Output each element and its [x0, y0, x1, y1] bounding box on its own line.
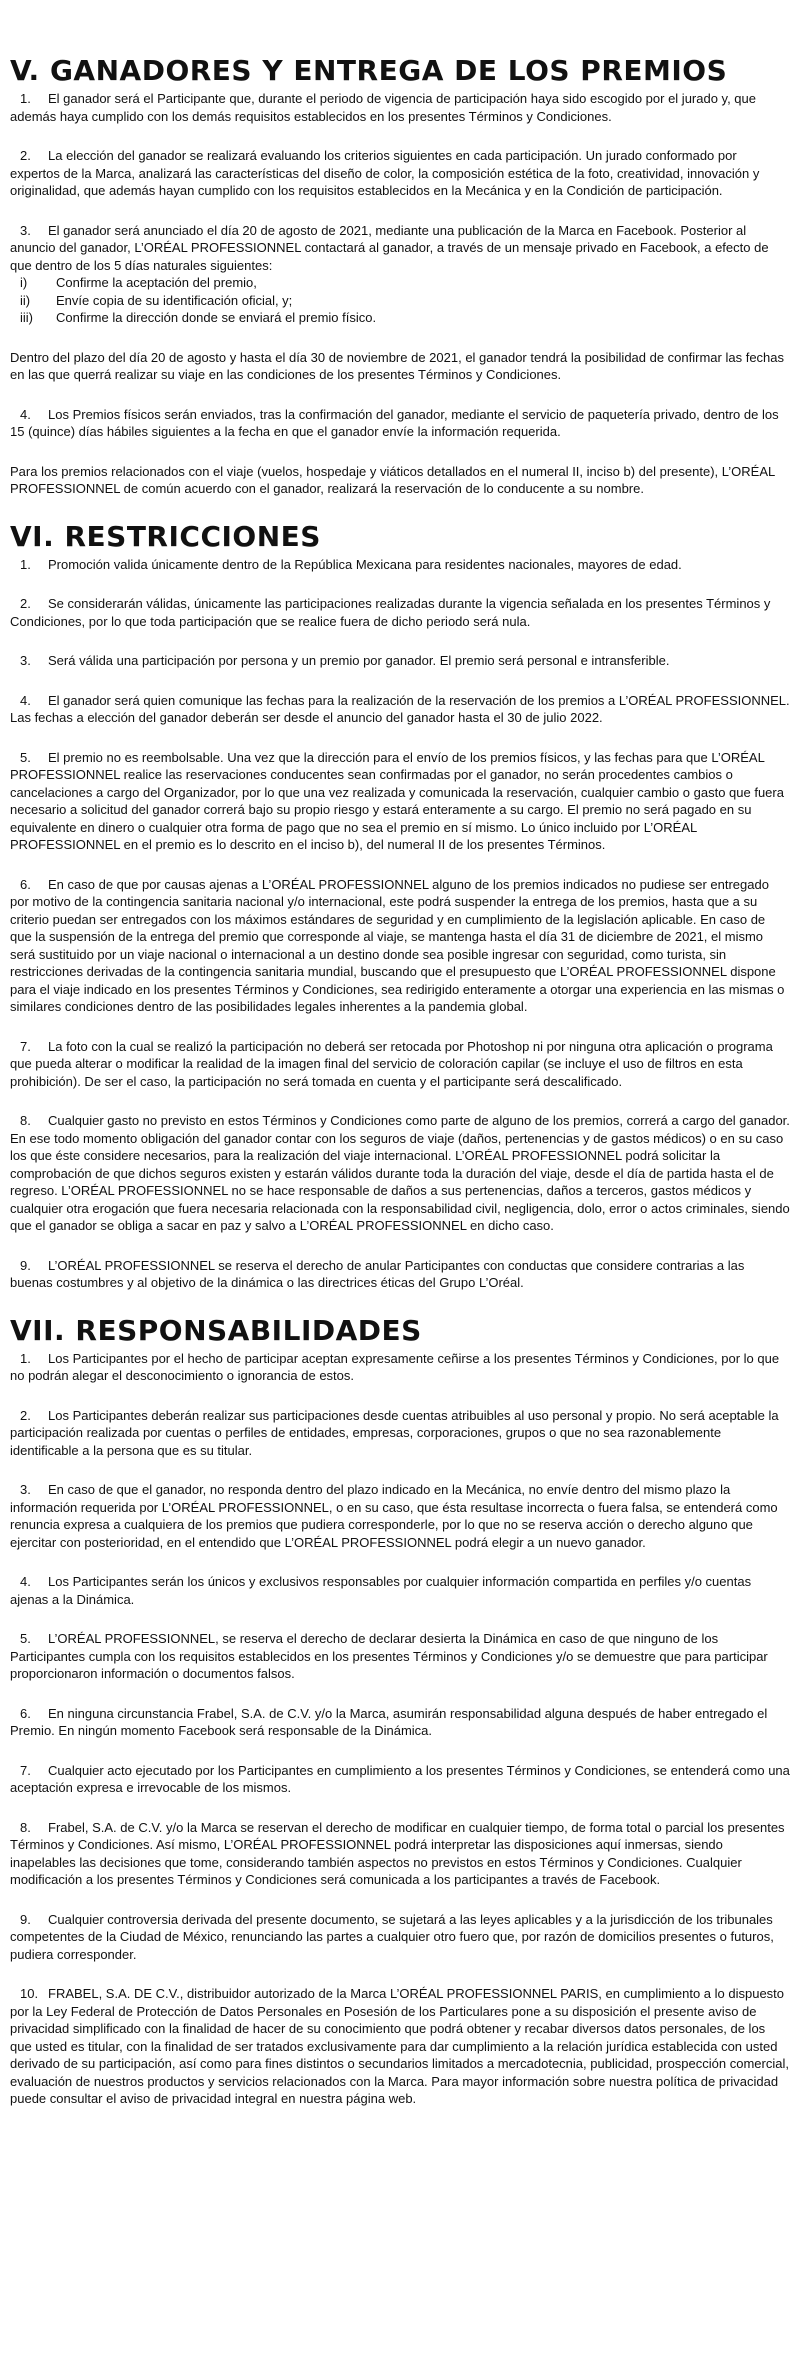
- clause: 3. En caso de que el ganador, no responda dentro del plazo indicado en la Mecánica, no envíe dentro del mismo plazo la información requerida por L’ORÉAL PROFESSIONNEL, o en su caso, que ésta resultase incorrecta o fuera falsa, se entenderá como renuncia expresa a cualquiera de los premios que pudiera corresponderle, por lo que no se reserva acción o derecho alguno que ejercitar con posterioridad, en el entendido que L’ORÉAL PROFESSIONNEL podrá elegir a un nuevo ganador.: [10, 1482, 778, 1550]
- clause: 4. Los Participantes serán los únicos y exclusivos responsables por cualquier información compartida en perfiles y/o cuentas ajenas a la Dinámica.: [10, 1574, 752, 1607]
- section-title: VI. RESTRICCIONES: [10, 519, 321, 553]
- clause: 9. L’ORÉAL PROFESSIONNEL se reserva el derecho de anular Participantes con conductas que considere contrarias a las buenas costumbres y al objetivo de la dinámica o las directrices éticas del Grupo L’Oréal.: [10, 1257, 745, 1290]
- clause: 5. El premio no es reembolsable. Una vez que la dirección para el envío de los premios físicos, y las fechas para que L’ORÉAL PROFESSIONNEL realice las reservaciones conducentes sean confirmadas por el ganador, no serán procedentes cambios o cancelaciones a cargo del Organizador, por lo que una vez realizada y comunicada la reservación, cualquier cambio o gasto que fuera necesario a solicitud del ganador correrá bajo su propio riesgo y estará enteramente a su cargo. El premio no será pagado en su equivalente en dinero o cualquier otra forma de pago que no sea el premio en sí mismo. Lo único incluido por L’ORÉAL PROFESSIONNEL en el premio es lo descrito en el inciso b), del numeral II de los presentes Términos.: [10, 749, 784, 852]
- section-title: V. GANADORES Y ENTREGA DE LOS PREMIOS: [10, 54, 728, 87]
- clause: 4. El ganador será quien comunique las fechas para la realización de la reservación de los premios a L’ORÉAL PROFESSIONNEL. Las fechas a elección del ganador deberán ser desde el anuncio del ganador hasta el 30 de julio 2022.: [10, 692, 790, 725]
- clause: 1. El ganador será el Participante que, durante el periodo de vigencia de participación haya sido escogido por el jurado y, que además haya cumplido con los demás requisitos establecidos en los presentes Términos y Condiciones.: [10, 91, 756, 124]
- section-responsabilidades: [10, 1314, 790, 2108]
- clause: 7. La foto con la cual se realizó la participación no deberá ser retocada por Photoshop ni por ninguna otra aplicación o programa que pueda alterar o modificar la realidad de la imagen final del servicio de coloración capilar (se incluye el uso de filtros en esta prohibición). De ser el caso, la participación no será tomada en cuenta y el participante será descalificado.: [10, 1038, 773, 1089]
- clause: 9. Cualquier controversia derivada del presente documento, se sujetará a las leyes aplicables y a la jurisdicción de los tribunales competentes de la Ciudad de México, renunciando las partes a cualquier otro fuero que, por razón de domicilios presentes o futuros, pudiera corresponder.: [10, 1911, 774, 1962]
- clause: 8. Cualquier gasto no previsto en estos Términos y Condiciones como parte de alguno de los premios, correrá a cargo del ganador. En ese todo momento obligación del ganador contar con los seguros de viaje (daños, pertenencias y de gastos médicos) o en su caso los que éste considere necesarios, para la realización del viaje internacional. L’ORÉAL PROFESSIONNEL podrá solicitar la comprobación de que dichos seguros existen y estarán válidos durante toda la duración del viaje, desde el día de partida hasta el de regreso. L’ORÉAL PROFESSIONNEL no se hace responsable de daños a sus pertenencias, daños a terceros, gastos médicos y cualquier otra erogación que fuera necesaria relacionada con la responsabilidad civil, negligencia, dolo, error o actos criminales, siendo que el ganador se obliga a sacar en paz y salvo a L’ORÉAL PROFESSIONNEL en dicho caso.: [10, 1113, 790, 1233]
- clause: 2. Se considerarán válidas, únicamente las participaciones realizadas durante la vigencia señalada en los presentes Términos y Condiciones, por lo que toda participación que se realice fuera de dicho periodo será nula.: [10, 596, 771, 629]
- section-ganadores: [10, 54, 790, 498]
- clause: 4. Los Premios físicos serán enviados, tras la confirmación del ganador, mediante el servicio de paquetería privado, dentro de los 15 (quince) días hábiles siguientes a la fecha en que el ganador envíe la información requerida.: [10, 406, 779, 439]
- clause: 2. La elección del ganador se realizará evaluando los criterios siguientes en cada participación. Un jurado conformado por expertos de la Marca, analizará las características del diseño de color, la composición estética de la foto, creatividad, innovación y originalidad, que además hayan cumplido con los requisitos establecidos en la Mecánica y en la Condición de participación.: [10, 148, 760, 198]
- clause: 3. Será válida una participación por persona y un premio por ganador. El premio será personal e intransferible.: [20, 653, 670, 668]
- clause: Para los premios relacionados con el viaje (vuelos, hospedaje y viáticos detallados en el numeral II, inciso b) del presente), L’ORÉAL PROFESSIONNEL de común acuerdo con el ganador, realizará la reservación de lo conducente a su nombre.: [10, 463, 775, 496]
- list-item: i) Confirme la aceptación del premio,: [20, 275, 257, 290]
- clause: 6. En caso de que por causas ajenas a L’ORÉAL PROFESSIONNEL alguno de los premios indicados no pudiese ser entregado por motivo de la contingencia sanitaria nacional y/o internacional, este podrá suspender la entrega de los premios, hasta que a su criterio puedan ser entregados con los máximos estándares de seguridad y en cumplimiento de la legislación aplicable. En caso de que la suspensión de la entrega del premio que corresponde al viaje, se mantenga hasta el día 31 de diciembre de 2021, el mismo será sustituido por un viaje nacional o internacional a un destino donde sea posible ingresar con seguridad, como turista, sin restricciones derivadas de la contingencia sanitaria mundial, buscando que el presupuesto que L’ORÉAL PROFESSIONNEL dispone para el viaje indicado en los presentes Términos y Condiciones, sea redirigido enteramente a otorgar una experiencia en las mismas o similares condiciones dentro de las posibilidades legales inherentes a la pandemia global.: [10, 876, 785, 1014]
- list-item: ii) Envíe copia de su identificación oficial, y;: [20, 292, 293, 308]
- section-restricciones: [10, 520, 790, 1292]
- clause: 8. Frabel, S.A. de C.V. y/o la Marca se reservan el derecho de modificar en cualquier tiempo, de forma total o parcial los presentes Términos y Condiciones. Así mismo, L’ORÉAL PROFESSIONNEL podrá interpretar las disposiciones aquí inmersas, siendo inapelables las decisiones que tome, considerando también aspectos no previstos en estos Términos y Condiciones. Cualquier modificación a los presentes Términos y Condiciones será comunicada a los participantes a través de Facebook.: [10, 1819, 785, 1887]
- clause: 1. Promoción valida únicamente dentro de la República Mexicana para residentes nacionales, mayores de edad.: [20, 556, 682, 572]
- clause: Dentro del plazo del día 20 de agosto y hasta el día 30 de noviembre de 2021, el ganador tendrá la posibilidad de confirmar las fechas en las que querrá realizar su viaje en las condiciones de los presentes Términos y Condiciones.: [10, 349, 785, 382]
- clause: 7. Cualquier acto ejecutado por los Participantes en cumplimiento a los presentes Términos y Condiciones, se entenderá como una aceptación expresa e irrevocable de los mismos.: [10, 1762, 790, 1795]
- clause: 6. En ninguna circunstancia Frabel, S.A. de C.V. y/o la Marca, asumirán responsabilidad alguna después de haber entregado el Premio. En ningún momento Facebook será responsable de la Dinámica.: [10, 1705, 768, 1738]
- requirements-list: [10, 274, 790, 327]
- clause: 10. FRABEL, S.A. DE C.V., distribuidor autorizado de la Marca L’ORÉAL PROFESSIONNEL PARIS, en cumplimiento a lo dispuesto por la Ley Federal de Protección de Datos Personales en Posesión de los Particulares pone a su disposición el presente aviso de privacidad simplificado con la finalidad de hacer de su conocimiento que podrá obtener y recabar diversos datos personales, de los que usted es titular, con la finalidad de ser tratados exclusivamente para dar cumplimiento a la relación jurídica establecida con usted derivado de su participación, así como para fines distintos o secundarios limitados a mercadotecnia, publicidad, prospección comercial, evaluación de nuestros productos y servicios relacionados con la Marca. Para mayor información sobre nuestra política de privacidad puede consultar el aviso de privacidad integral en nuestra página web.: [10, 1986, 789, 2106]
- section-title: VII. RESPONSABILIDADES: [10, 1313, 422, 1347]
- clause: 2. Los Participantes deberán realizar sus participaciones desde cuentas atribuibles al uso personal y propio. No será aceptable la participación realizada por cuentas o perfiles de entidades, empresas, corporaciones, grupos o que no sea razonablemente identificable a la persona que es su titular.: [10, 1407, 779, 1458]
- clause: 5. L’ORÉAL PROFESSIONNEL, se reserva el derecho de declarar desierta la Dinámica en caso de que ninguno de los Participantes cumpla con los requisitos establecidos en los presentes Términos y Condiciones y/o se demuestre que para participar proporcionaron información o documentos falsos.: [10, 1631, 768, 1681]
- list-item: iii) Confirme la dirección donde se enviará el premio físico.: [20, 310, 377, 325]
- clause: 1. Los Participantes por el hecho de participar aceptan expresamente ceñirse a los presentes Términos y Condiciones, por lo que no podrán alegar el desconocimiento o ignorancia de estos.: [10, 1350, 780, 1383]
- clause: 3. El ganador será anunciado el día 20 de agosto de 2021, mediante una publicación de la Marca en Facebook. Posterior al anuncio del ganador, L’ORÉAL PROFESSIONNEL contactará al ganador, a través de un mensaje privado en Facebook, a efecto de que dentro de los 5 días naturales siguientes:: [10, 222, 769, 273]
